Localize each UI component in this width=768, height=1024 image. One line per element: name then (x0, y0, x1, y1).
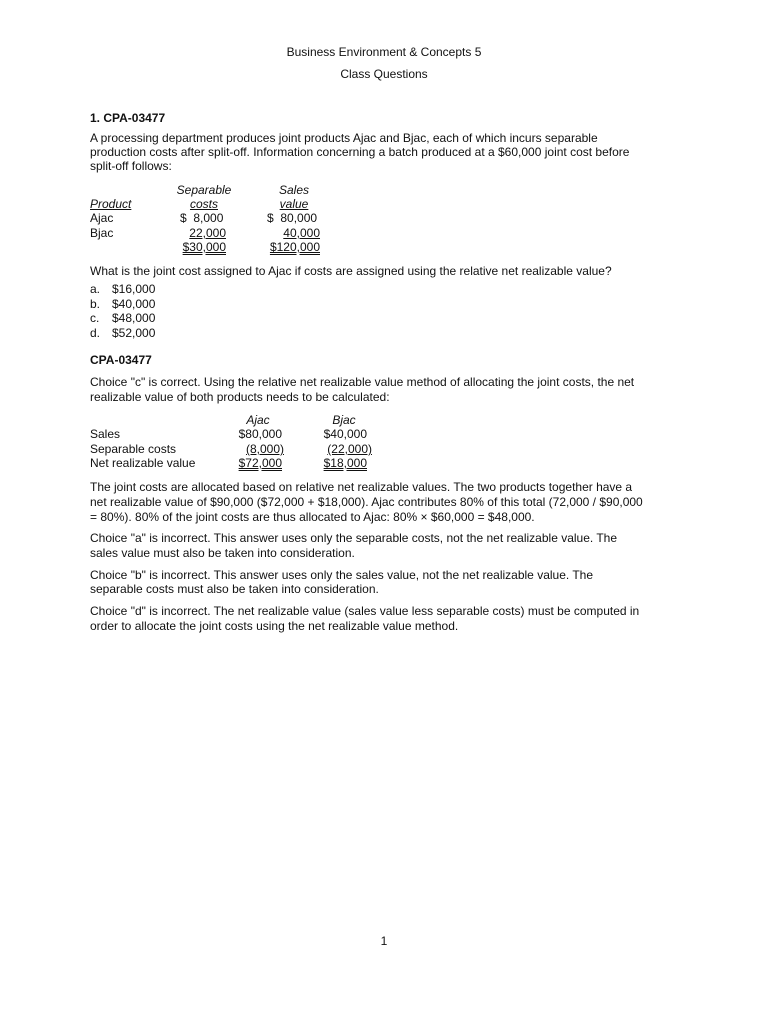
nrv-row-bjac: $18,000 (323, 456, 367, 470)
table-row-sep-cost: $ 8,000 (180, 211, 224, 225)
table-row-product: Ajac (90, 211, 114, 225)
choice-letter: a. (90, 282, 101, 296)
explanation-line-1: The joint costs are allocated based on relative net realizable values. The two products together have a (90, 480, 633, 494)
choice-letter: d. (90, 326, 101, 340)
answer-heading: CPA-03477 (90, 353, 152, 367)
choice-text: $52,000 (112, 326, 156, 340)
question-prompt: What is the joint cost assigned to Ajac if costs are assigned using the relative net realizable value? (90, 264, 612, 278)
choice-letter: b. (90, 297, 101, 311)
choice-text: $48,000 (112, 311, 156, 325)
choice-d-rationale-line-2: order to allocate the joint costs using the net realizable value method. (90, 619, 459, 633)
question-intro-line-2: production costs after split-off. Information concerning a batch produced at a $60,000 joint cost before (90, 145, 630, 159)
table-row-product: Bjac (90, 226, 114, 240)
table-row-sep-cost: 22,000 (189, 226, 226, 240)
explanation-line-2: net realizable value of $90,000 ($72,000 + $18,000). Ajac contributes 80% of this total (72,000 / $90,000 (90, 495, 643, 509)
table-header-sales: Sales (278, 183, 310, 197)
choice-text: $40,000 (112, 297, 156, 311)
nrv-row-ajac: $80,000 (238, 427, 282, 441)
table-header-product: Product (90, 197, 132, 211)
question-heading: 1. CPA-03477 (90, 111, 166, 125)
answer-intro-line-2: realizable value of both products needs to be calculated: (90, 390, 390, 404)
table-header-costs: costs (189, 197, 218, 211)
nrv-row-label: Sales (90, 427, 121, 441)
nrv-row-bjac: $40,000 (323, 427, 367, 441)
document-header-subtitle: Class Questions (340, 67, 428, 81)
table-header-value: value (279, 197, 309, 211)
choice-letter: c. (90, 311, 100, 325)
choice-b-rationale-line-2: separable costs must also be taken into consideration. (90, 582, 379, 596)
nrv-row-ajac: (8,000) (245, 442, 284, 456)
table-row-sales-value: $ 80,000 (267, 211, 318, 225)
table-total-sales: $120,000 (269, 240, 320, 254)
table-header-separable: Separable (176, 183, 232, 197)
table-row-sales-value: 40,000 (283, 226, 320, 240)
nrv-row-label: Separable costs (90, 442, 177, 456)
choice-a-rationale-line-2: sales value must also be taken into consideration. (90, 546, 355, 560)
choice-b-rationale-line-1: Choice "b" is incorrect. This answer uses only the sales value, not the net realizable value. The (90, 568, 594, 582)
choice-a-rationale-line-1: Choice "a" is incorrect. This answer uses only the separable costs, not the net realizable value. The (90, 531, 618, 545)
question-intro-line-1: A processing department produces joint products Ajac and Bjac, each of which incurs separable (90, 131, 598, 145)
choice-d-rationale-line-1: Choice "d" is incorrect. The net realizable value (sales value less separable costs) must be computed in (90, 604, 640, 618)
nrv-header-bjac: Bjac (332, 413, 356, 427)
nrv-header-ajac: Ajac (246, 413, 270, 427)
question-intro-line-3: split-off follows: (90, 159, 172, 173)
nrv-row-bjac: (22,000) (327, 442, 372, 456)
document-header-title: Business Environment & Concepts 5 (286, 45, 482, 59)
table-total-sep: $30,000 (182, 240, 226, 254)
answer-intro-line-1: Choice "c" is correct. Using the relative net realizable value method of allocating the joint costs, the net (90, 375, 635, 389)
nrv-row-ajac: $72,000 (238, 456, 282, 470)
explanation-line-3: = 80%). 80% of the joint costs are thus allocated to Ajac: 80% × $60,000 = $48,000. (90, 510, 535, 524)
page-number: 1 (380, 934, 388, 948)
choice-text: $16,000 (112, 282, 156, 296)
nrv-row-label: Net realizable value (90, 456, 196, 470)
